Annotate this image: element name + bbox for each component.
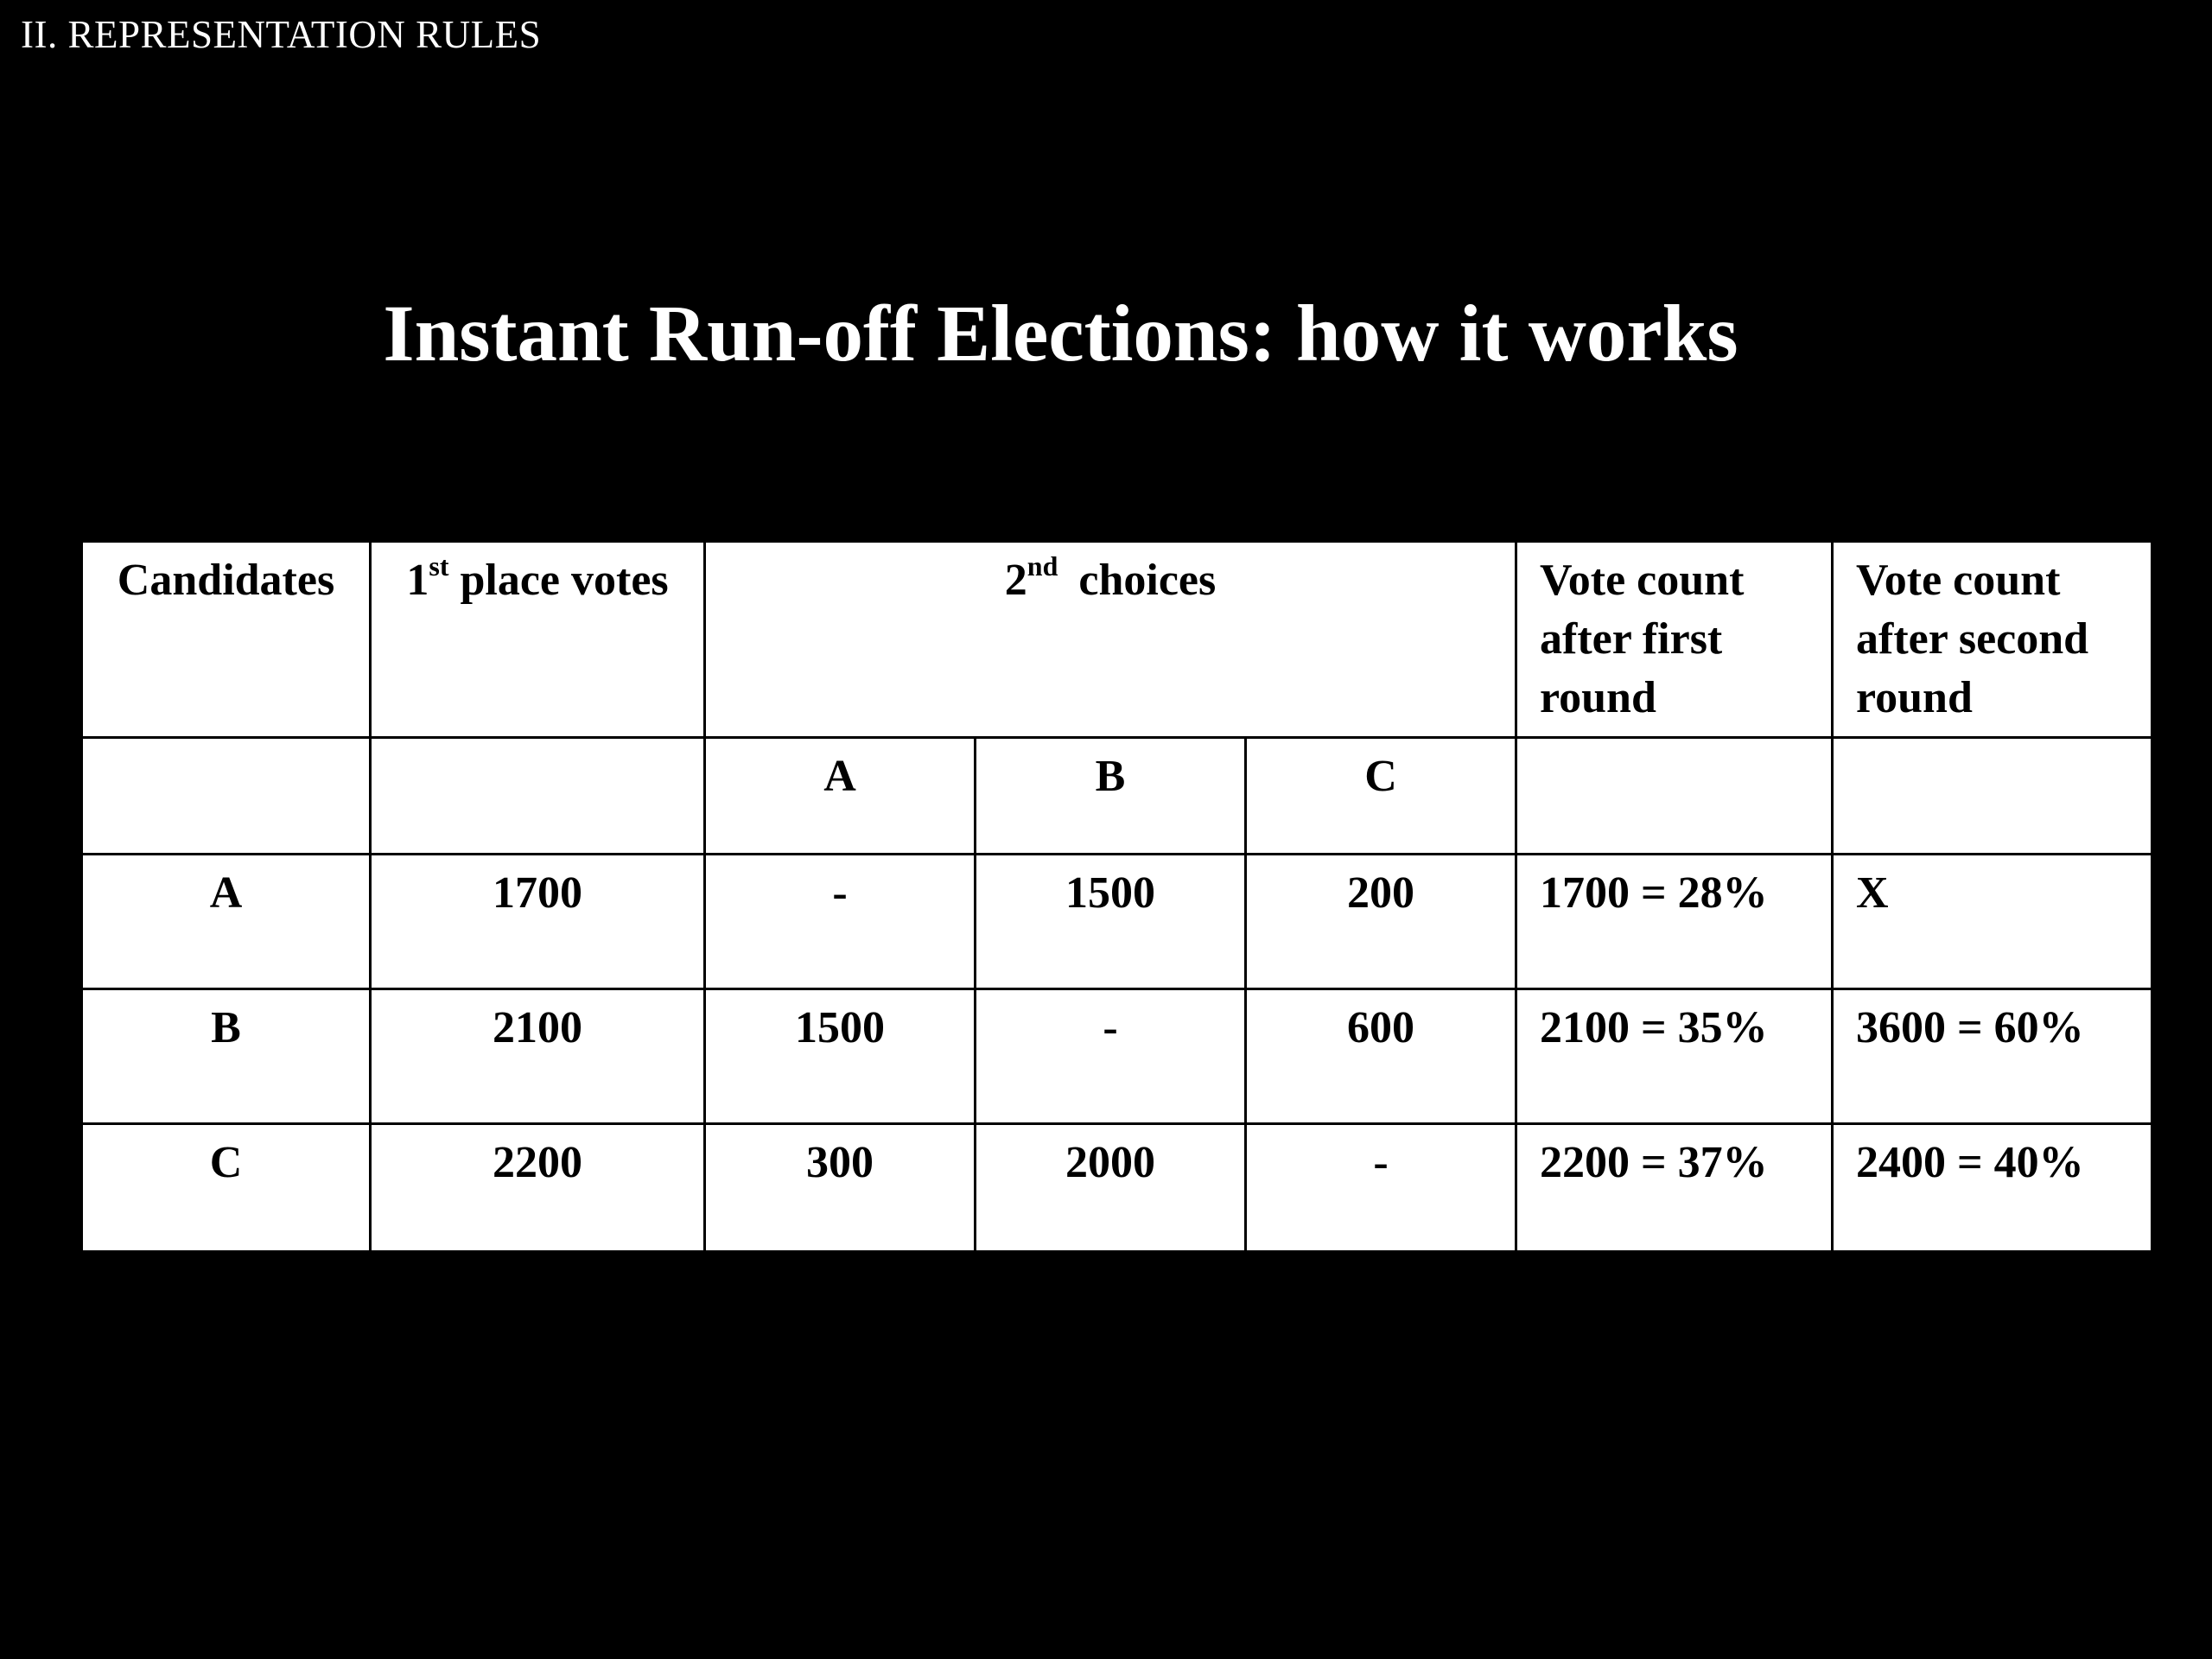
table-row [82,1124,2152,1252]
cell-after-first: 1700 = 28% [1516,855,1833,989]
cell-second-a: - [705,855,976,989]
cell-second-c: - [1246,1124,1516,1252]
cell-second-c: 600 [1246,989,1516,1124]
results-table [80,540,2153,1253]
cell-first-place: 2100 [371,989,705,1124]
sub-header-empty [82,738,371,855]
header-second-choices: 2nd choices [705,542,1516,738]
cell-after-second: X [1833,855,2152,989]
sub-header-row [82,738,2152,855]
sub-header-empty [1516,738,1833,855]
cell-after-second: 2400 = 40% [1833,1124,2152,1252]
cell-candidate: B [82,989,371,1124]
header-candidates: Candidates [82,542,371,738]
cell-second-a: 300 [705,1124,976,1252]
table-row [82,989,2152,1124]
cell-after-second: 3600 = 60% [1833,989,2152,1124]
sub-header-choice-a: A [705,738,976,855]
sub-header-empty [1833,738,2152,855]
cell-candidate: A [82,855,371,989]
cell-second-b: 2000 [976,1124,1246,1252]
header-first-place-votes: 1st place votes [371,542,705,738]
cell-second-c: 200 [1246,855,1516,989]
sub-header-choice-c: C [1246,738,1516,855]
table-row [82,855,2152,989]
cell-second-a: 1500 [705,989,976,1124]
header-row [82,542,2152,738]
header-after-second-round: Vote count after second round [1833,542,2152,738]
cell-candidate: C [82,1124,371,1252]
cell-first-place: 2200 [371,1124,705,1252]
section-label: II. REPRESENTATION RULES [21,13,542,56]
cell-first-place: 1700 [371,855,705,989]
cell-second-b: 1500 [976,855,1246,989]
slide-title: Instant Run-off Elections: how it works [383,289,1738,378]
cell-second-b: - [976,989,1246,1124]
header-after-first-round: Vote count after first round [1516,542,1833,738]
cell-after-first: 2200 = 37% [1516,1124,1833,1252]
sub-header-choice-b: B [976,738,1246,855]
cell-after-first: 2100 = 35% [1516,989,1833,1124]
sub-header-empty [371,738,705,855]
